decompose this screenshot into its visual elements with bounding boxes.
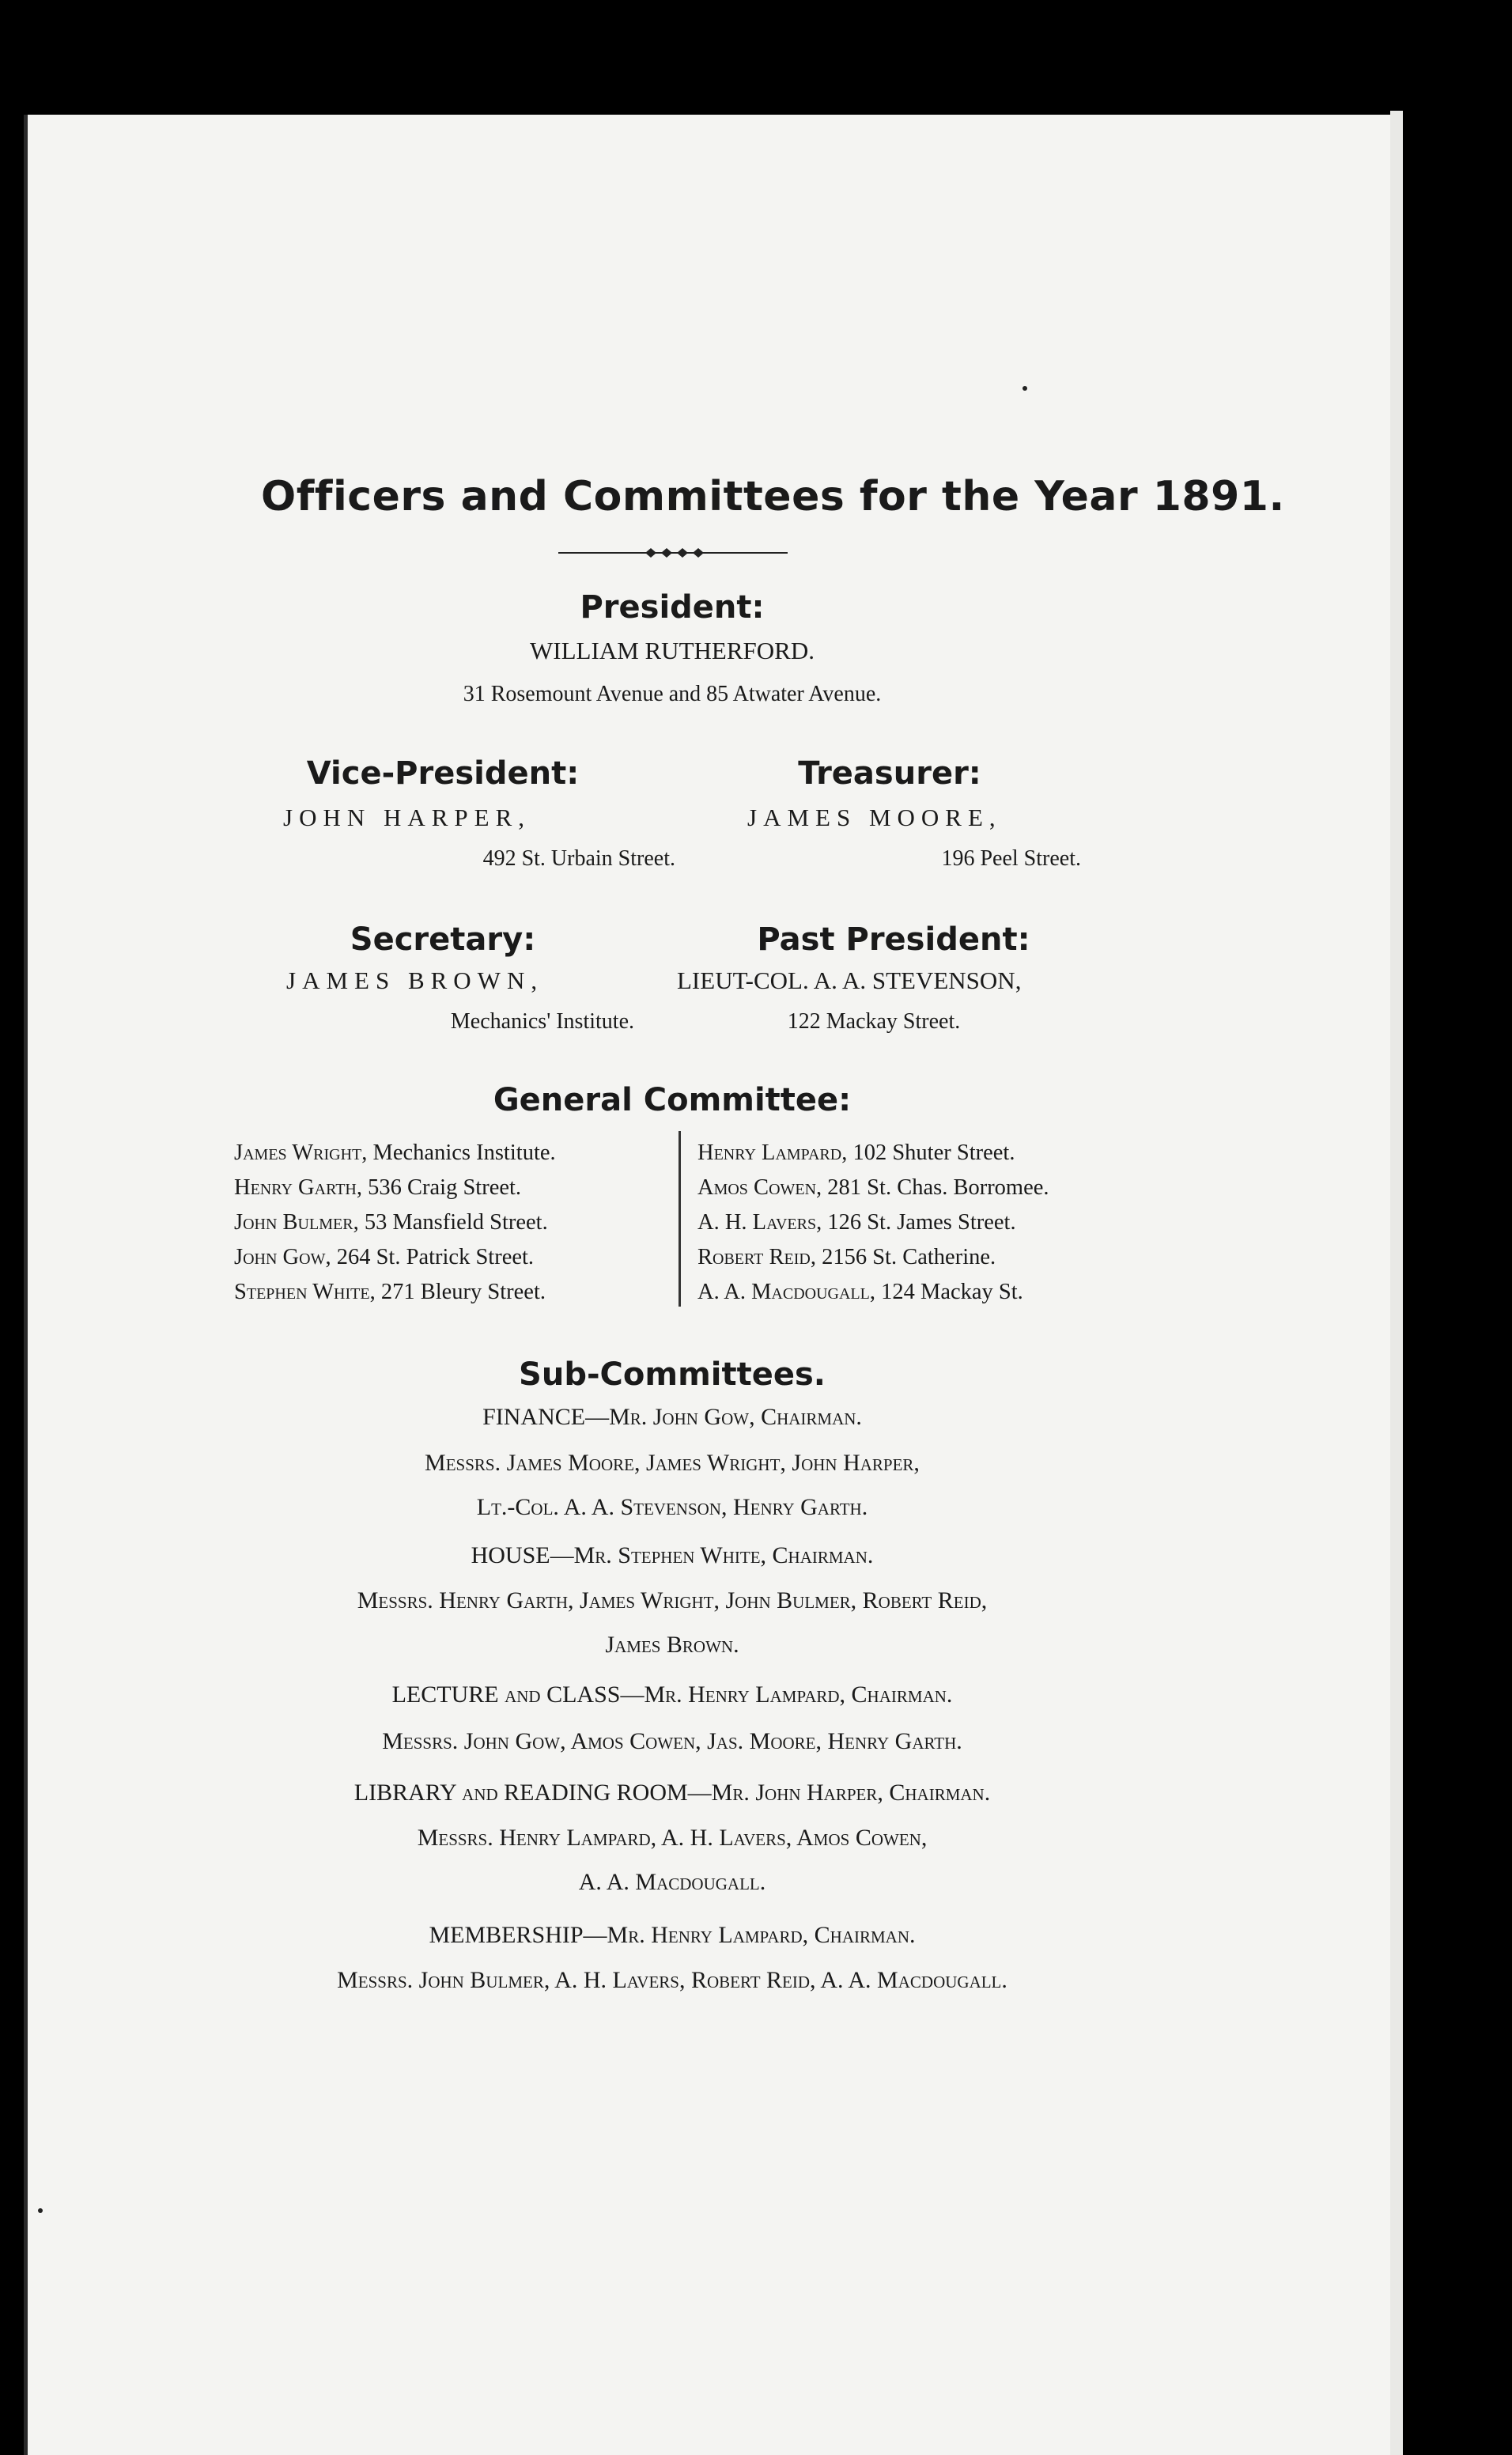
ink-speck bbox=[1022, 386, 1027, 391]
lecture-chair: LECTURE and CLASS—Mr. Henry Lampard, Chairman. bbox=[391, 1681, 953, 1708]
treasurer-heading: Treasurer: bbox=[798, 755, 981, 792]
general-committee-left-column bbox=[234, 1136, 677, 1310]
committee-member: Stephen White, 271 Bleury Street. bbox=[234, 1280, 546, 1304]
finance-members: Messrs. James Moore, James Wright, John Harper, bbox=[425, 1450, 920, 1476]
secretary-name: JAMES BROWN, bbox=[286, 966, 544, 994]
committee-member: John Gow, 264 St. Patrick Street. bbox=[234, 1245, 535, 1269]
page-left-edge bbox=[24, 115, 28, 2455]
house-members: Messrs. Henry Garth, James Wright, John Bulmer, Robert Reid, bbox=[357, 1587, 988, 1613]
sub-committees-heading: Sub-Committees. bbox=[519, 1356, 826, 1393]
vice-president-heading: Vice-President: bbox=[306, 755, 580, 792]
committee-member: A. A. Macdougall, 124 Mackay St. bbox=[697, 1280, 1023, 1304]
page-title: Officers and Committees for the Year 1891. bbox=[261, 473, 1285, 520]
committee-member: Henry Garth, 536 Craig Street. bbox=[234, 1175, 522, 1200]
committee-member: Amos Cowen, 281 St. Chas. Borromee. bbox=[697, 1175, 1049, 1200]
committee-member: A. H. Lavers, 126 St. James Street. bbox=[697, 1210, 1016, 1235]
lecture-members: Messrs. John Gow, Amos Cowen, Jas. Moore, Henry Garth. bbox=[382, 1728, 962, 1754]
house-members-cont: James Brown. bbox=[605, 1632, 739, 1658]
committee-member: James Wright, Mechanics Institute. bbox=[234, 1140, 556, 1165]
general-committee-heading: General Committee: bbox=[493, 1082, 852, 1118]
vice-president-address: 492 St. Urbain Street. bbox=[482, 846, 675, 871]
president-heading: President: bbox=[580, 589, 765, 626]
secretary-address: Mechanics' Institute. bbox=[450, 1009, 634, 1034]
past-president-address: 122 Mackay Street. bbox=[787, 1009, 961, 1034]
library-members-cont: A. A. Macdougall. bbox=[578, 1869, 766, 1895]
secretary-heading: Secretary: bbox=[350, 921, 536, 958]
committee-member: John Bulmer, 53 Mansfield Street. bbox=[234, 1210, 548, 1235]
library-members: Messrs. Henry Lampard, A. H. Lavers, Amos Cowen, bbox=[417, 1825, 928, 1851]
library-chair: LIBRARY and READING ROOM—Mr. John Harper, Chairman. bbox=[353, 1780, 991, 1806]
past-president-heading: Past President: bbox=[757, 921, 1030, 958]
ornament-rule bbox=[558, 546, 788, 560]
committee-member: Robert Reid, 2156 St. Catherine. bbox=[697, 1245, 996, 1269]
page-right-edge bbox=[1390, 111, 1403, 2455]
house-chair: HOUSE—Mr. Stephen White, Chairman. bbox=[471, 1542, 874, 1568]
finance-chair: FINANCE—Mr. John Gow, Chairman. bbox=[482, 1404, 862, 1430]
president-name: WILLIAM RUTHERFORD. bbox=[530, 637, 815, 664]
treasurer-address: 196 Peel Street. bbox=[941, 846, 1081, 871]
membership-chair: MEMBERSHIP—Mr. Henry Lampard, Chairman. bbox=[429, 1922, 916, 1948]
general-committee-right-column bbox=[697, 1136, 1172, 1310]
ink-speck bbox=[38, 2208, 43, 2213]
president-address: 31 Rosemount Avenue and 85 Atwater Avenue. bbox=[463, 682, 882, 706]
vice-president-name: JOHN HARPER, bbox=[283, 804, 531, 831]
treasurer-name: JAMES MOORE, bbox=[747, 804, 1002, 831]
finance-members-cont: Lt.-Col. A. A. Stevenson, Henry Garth. bbox=[476, 1494, 868, 1520]
column-divider bbox=[679, 1131, 681, 1307]
past-president-name: LIEUT-COL. A. A. STEVENSON, bbox=[677, 966, 1022, 994]
committee-member: Henry Lampard, 102 Shuter Street. bbox=[697, 1140, 1015, 1165]
membership-members: Messrs. John Bulmer, A. H. Lavers, Robert Reid, A. A. Macdougall. bbox=[337, 1967, 1007, 1993]
